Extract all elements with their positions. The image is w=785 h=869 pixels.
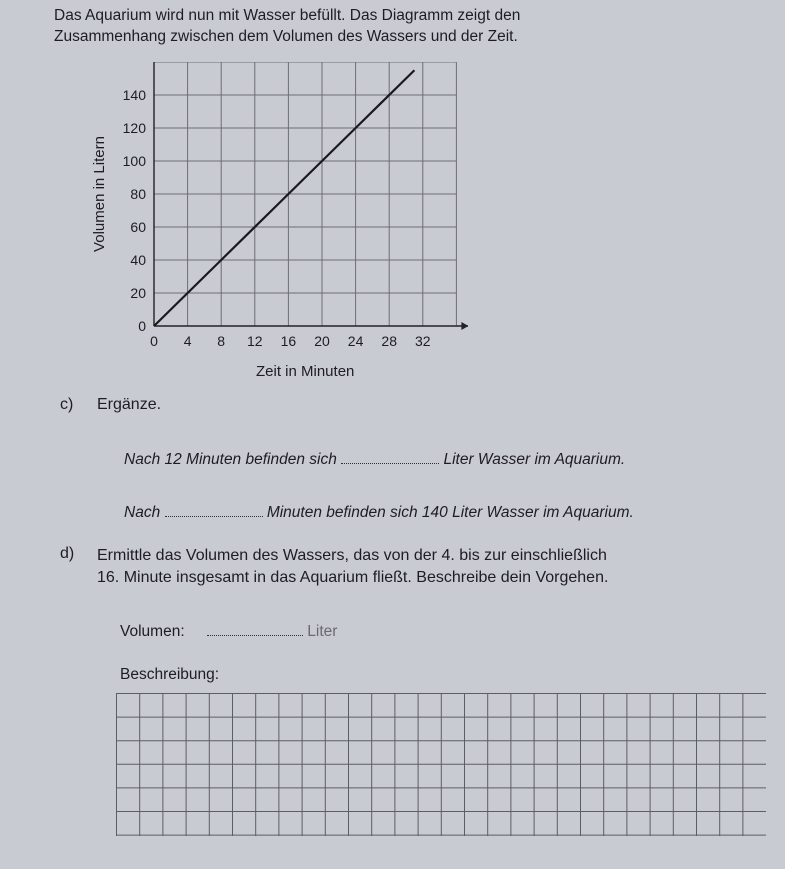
task-d-line-2: 16. Minute insgesamt in das Aquarium fließt. Beschreibe dein Vorgehen. [97,569,609,586]
task-d-line-1: Ermittle das Volumen des Wassers, das von der 4. bis zur einschließlich [97,547,607,564]
chart-grid [154,62,456,326]
volume-answer-row [120,621,337,641]
task-c-s2-before: Nach [124,504,161,521]
y-tick-label: 60 [130,219,146,235]
y-tick-label: 100 [122,153,146,169]
x-tick-label: 16 [280,333,297,349]
x-axis-label: Zeit in Minuten [256,363,355,380]
y-tick-label: 80 [130,186,146,202]
x-tick-label: 8 [217,333,226,349]
volume-time-chart [88,62,468,382]
task-d-label: d) [60,545,75,562]
x-axis-arrow [461,322,468,330]
y-tick-label: 40 [130,252,146,268]
description-writing-grid[interactable] [116,693,766,836]
y-tick-label: 0 [138,318,146,334]
task-c-title: Ergänze. [97,396,162,413]
task-c-label: c) [60,396,74,413]
y-tick-label: 120 [122,120,146,136]
x-tick-label: 4 [183,333,192,349]
task-c-s1-before: Nach 12 Minuten befinden sich [124,451,337,468]
series-line-volume [154,70,414,326]
x-tick-label: 24 [347,333,364,349]
x-tick-label: 0 [150,333,158,349]
volume-label: Volumen: [120,623,185,640]
answer-blank-liters[interactable] [341,449,439,464]
y-axis-label: Volumen in Litern [91,136,108,252]
x-tick-label: 28 [381,333,397,349]
answer-blank-volume[interactable] [207,621,303,636]
task-c-sentence-1 [124,449,625,469]
description-label: Beschreibung: [120,666,220,683]
intro-line-1: Das Aquarium wird nun mit Wasser befüllt. Das Diagramm zeigt den [54,7,521,24]
y-tick-label: 20 [130,285,146,301]
y-tick-label: 140 [122,87,146,103]
intro-text [54,5,694,47]
answer-blank-minutes[interactable] [165,502,263,517]
x-tick-label: 20 [314,333,330,349]
task-c-s2-after: Minuten befinden sich 140 Liter Wasser im Aquarium. [266,504,634,521]
volume-unit: Liter [307,623,338,640]
intro-line-2: Zusammenhang zwischen dem Volumen des Wassers und der Zeit. [54,28,518,45]
task-c-s1-after: Liter Wasser im Aquarium. [443,451,626,468]
x-tick-label: 12 [247,333,263,349]
x-tick-label: 32 [415,333,431,349]
task-c-sentence-2 [124,502,634,522]
task-d-text [97,545,608,589]
